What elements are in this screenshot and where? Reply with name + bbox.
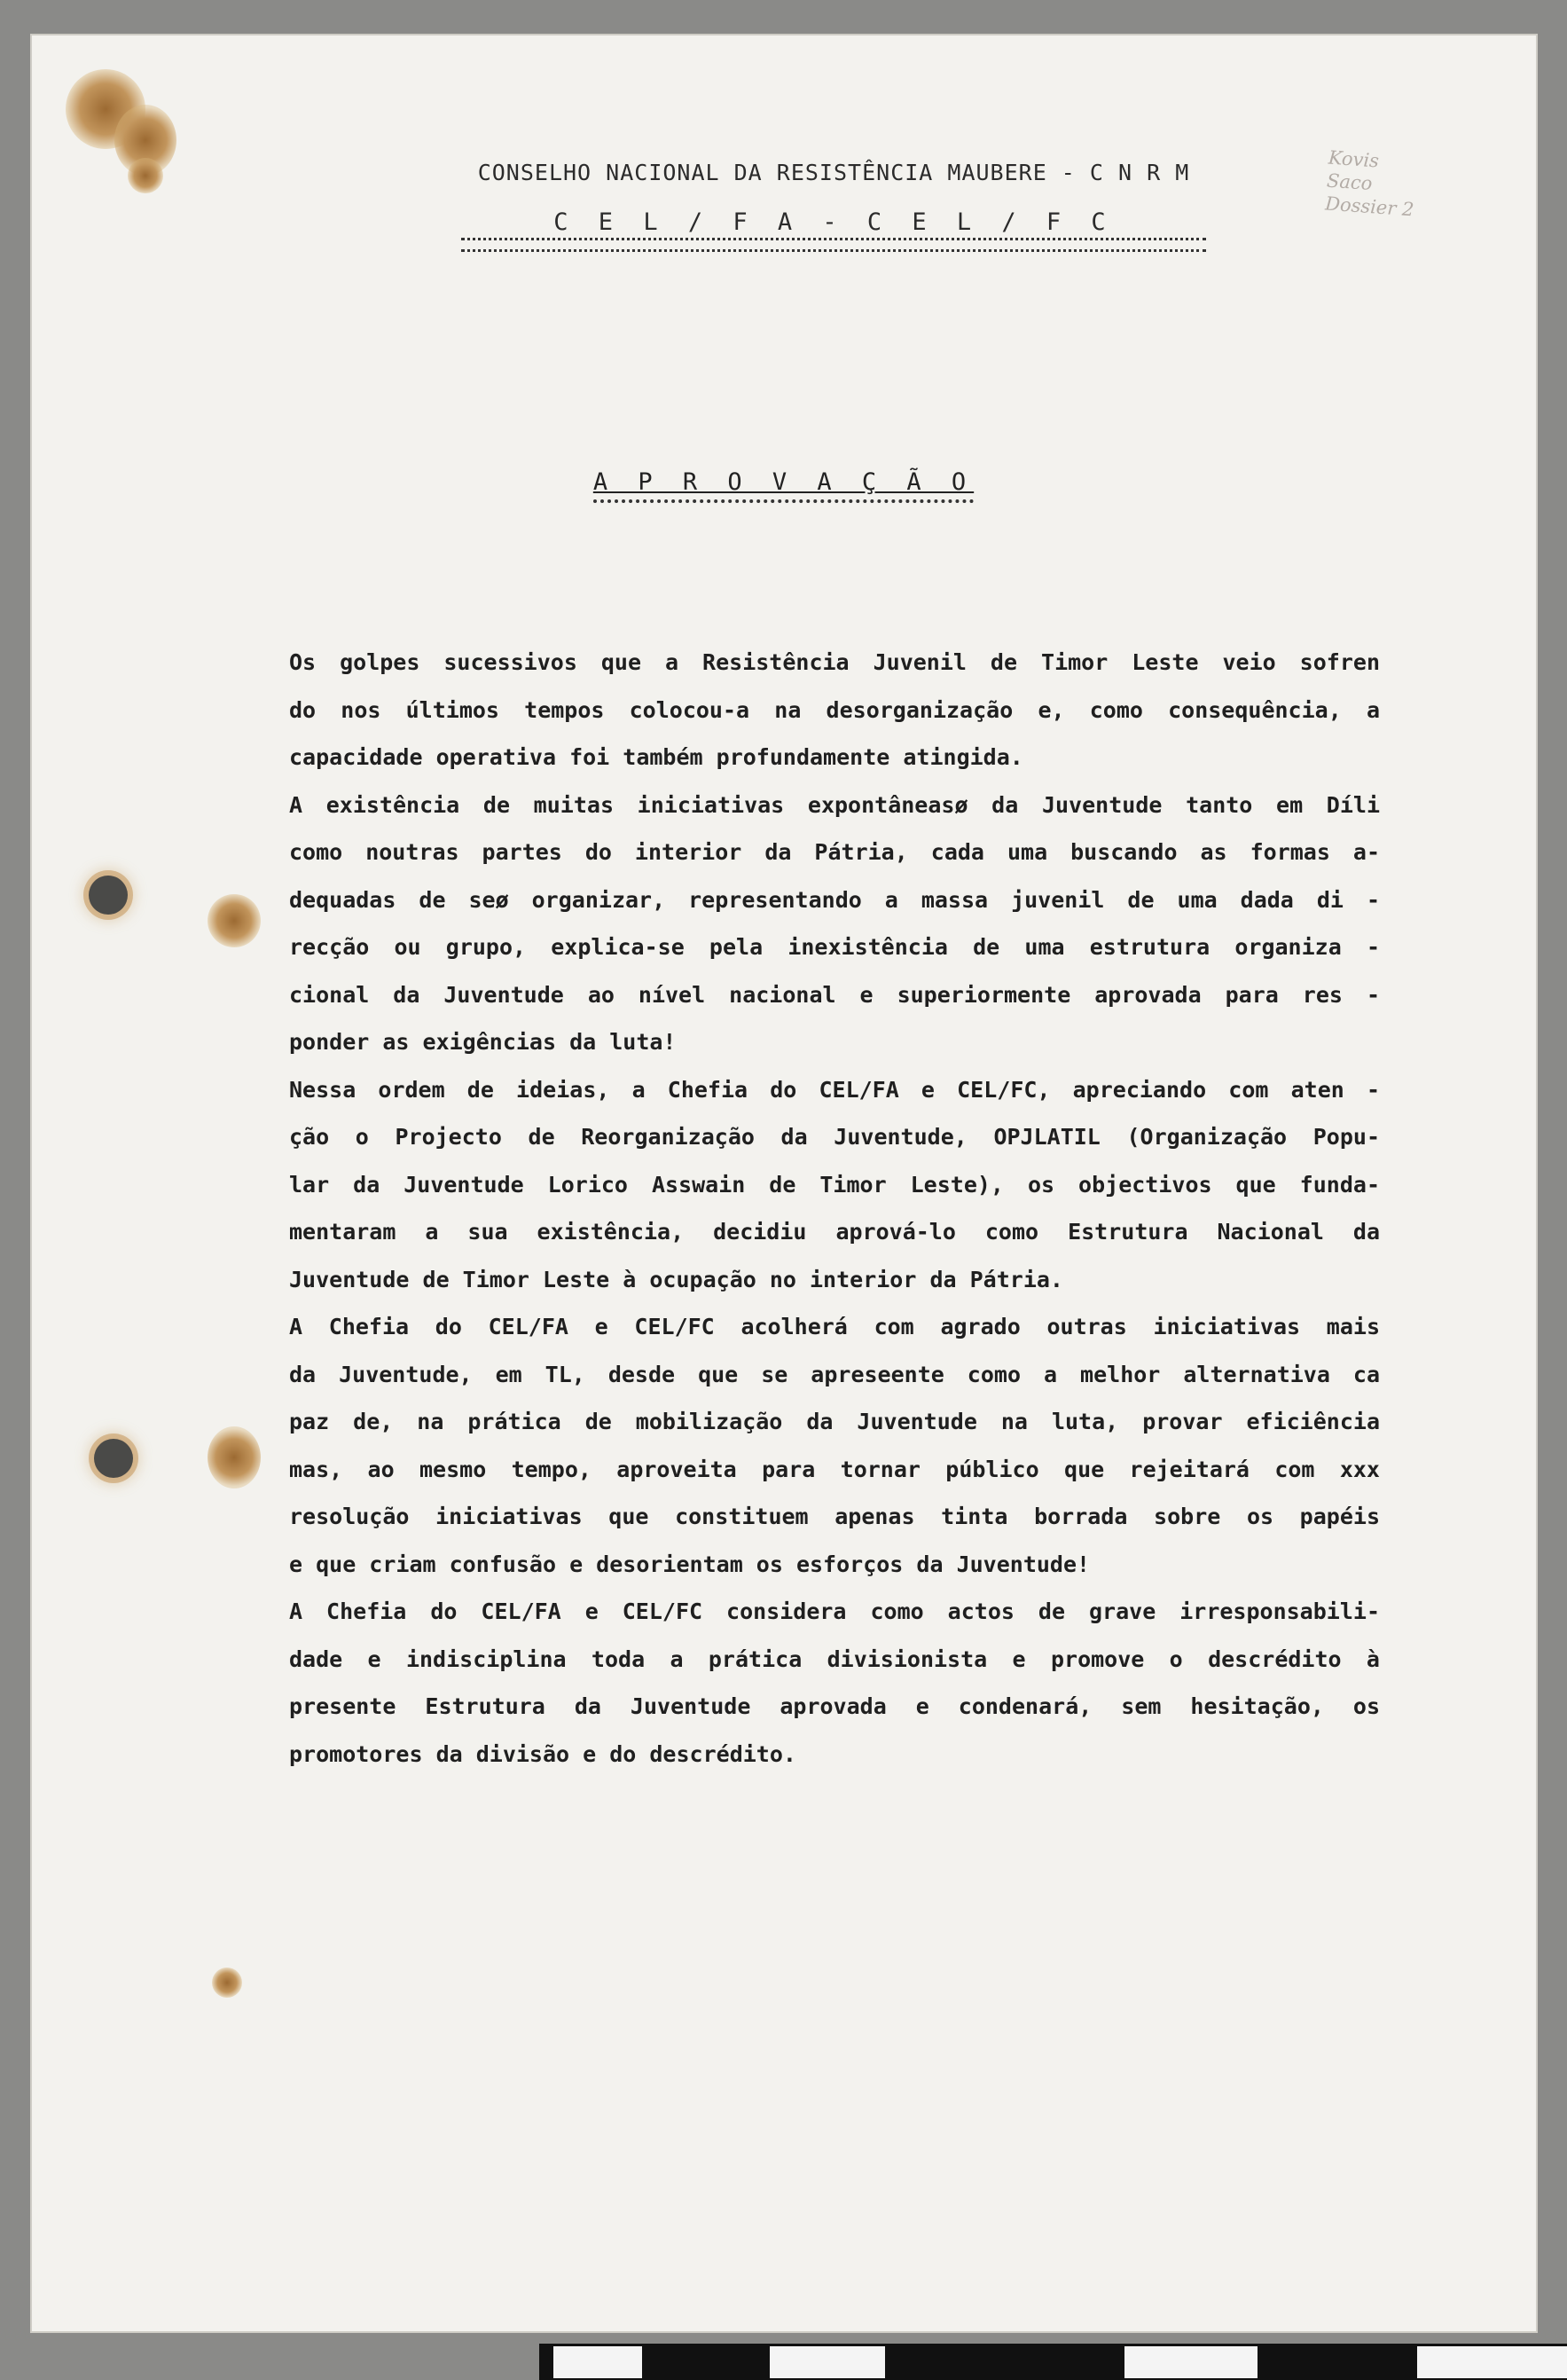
body-line: cional da Juventude ao nível nacional e superiormente aprovada para res - (289, 981, 1380, 1008)
scale-cell (1124, 2346, 1258, 2378)
body-line: A Chefia do CEL/FA e CEL/FC considera como actos de grave irresponsabili- (289, 1598, 1380, 1624)
body-line: Juventude de Timor Leste à ocupação no interior da Pátria. (289, 1266, 1063, 1292)
annotation-line: Kovis (1328, 146, 1380, 172)
body-line: presente Estrutura da Juventude aprovada e condenará, sem hesitação, os (289, 1693, 1380, 1719)
body-line: Nessa ordem de ideias, a Chefia do CEL/FA e CEL/FC, apreciando com aten - (289, 1076, 1380, 1103)
annotation-line: Saco (1326, 169, 1374, 195)
handwritten-annotation (1324, 146, 1417, 222)
scale-cell (1417, 2346, 1567, 2378)
body-line: dequadas de seø organizar, representando a massa juvenil de uma dada di - (289, 886, 1380, 913)
body-line: do nos últimos tempos colocou-a na desorganização e, como consequência, a (289, 696, 1380, 723)
body-line: A existência de muitas iniciativas expontâneasø da Juventude tanto em Díli (289, 791, 1380, 818)
scale-cell (553, 2346, 642, 2378)
rust-stain (208, 894, 261, 947)
document-body (289, 639, 1380, 1778)
rust-stain (208, 1426, 261, 1488)
body-line: ção o Projecto de Reorganização da Juventude, OPJLATIL (Organização Popu- (289, 1124, 1380, 1150)
body-line: resolução iniciativas que constituem apenas tinta borrada sobre os papéis (289, 1504, 1380, 1529)
body-line: como noutras partes do interior da Pátria, cada uma buscando as formas a- (289, 839, 1380, 865)
body-line: A Chefia do CEL/FA e CEL/FC acolherá com agrado outras iniciativas mais (289, 1314, 1380, 1339)
rust-stain (128, 158, 163, 193)
body-line: mentaram a sua existência, decidiu aprová-lo como Estrutura Nacional da (289, 1219, 1380, 1245)
body-line: capacidade operativa foi também profundamente atingida. (289, 744, 1023, 770)
punch-hole (89, 876, 128, 915)
document-title: A P R O V A Ç Ã O (593, 468, 974, 503)
body-line: recção ou grupo, explica-se pela inexistência de uma estrutura organiza - (289, 934, 1380, 960)
title-container (0, 468, 1567, 503)
body-line: dade e indisciplina toda a prática divisionista e promove o descrédito à (289, 1646, 1380, 1672)
punch-hole (94, 1439, 133, 1478)
scale-cell (770, 2346, 885, 2378)
body-line: paz de, na prática de mobilização da Juventude na luta, provar eficiência (289, 1409, 1380, 1434)
body-line: da Juventude, em TL, desde que se apreseente como a melhor alternativa ca (289, 1361, 1380, 1387)
rust-stain (212, 1968, 242, 1998)
organization-name: CONSELHO NACIONAL DA RESISTÊNCIA MAUBERE - C N R M (477, 160, 1190, 185)
body-line: promotores da divisão e do descrédito. (289, 1740, 796, 1767)
body-line: lar da Juventude Lorico Asswain de Timor Leste), os objectivos que funda- (289, 1171, 1380, 1198)
body-line: mas, ao mesmo tempo, aproveita para tornar público que rejeitará com xxx (289, 1456, 1380, 1482)
body-line: e que criam confusão e desorientam os esforços da Juventude! (289, 1551, 1091, 1577)
header-rule (461, 238, 1206, 252)
annotation-line: Dossier 2 (1324, 192, 1415, 221)
document-header (435, 160, 1233, 252)
units-line: C E L / F A - C E L / F C (553, 208, 1114, 236)
body-line: Os golpes sucessivos que a Resistência Juvenil de Timor Leste veio sofren (289, 649, 1380, 675)
body-line: ponder as exigências da luta! (289, 1029, 677, 1055)
color-scale-bar (539, 2344, 1567, 2380)
